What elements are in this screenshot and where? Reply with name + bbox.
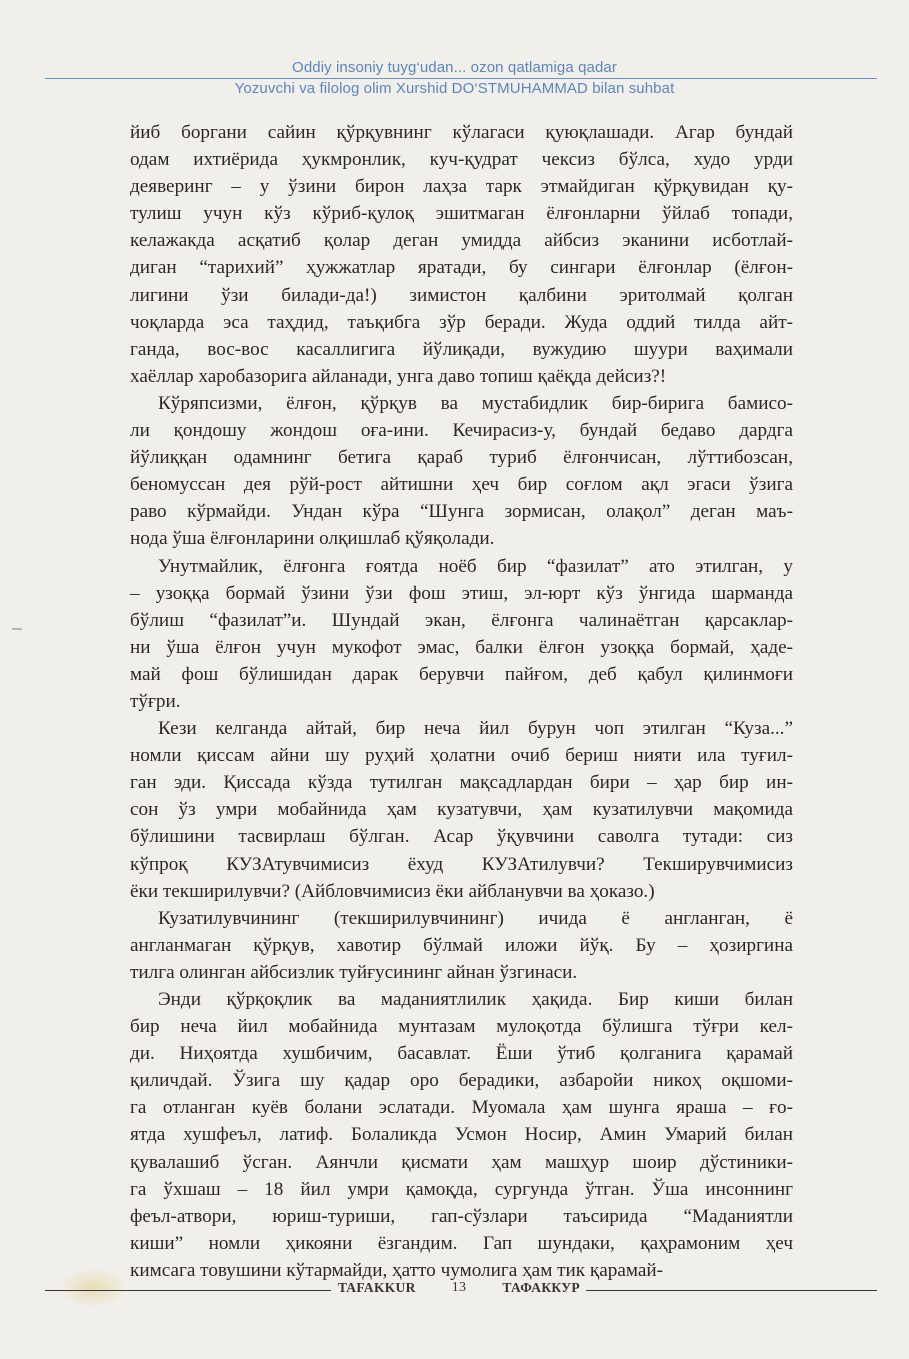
text-line: тилга олинган айбсизлик туйғусининг айнан ўзгинаси.: [130, 961, 578, 983]
paragraph: [130, 553, 793, 716]
text-line: лигини ўзи билади-да!) зимистон қалбини эритолмай қолган: [130, 284, 793, 306]
paragraph: [130, 119, 793, 390]
text-line: га отланган куёв болани эслатади. Муомала ҳам шунга яраша – ғо-: [130, 1097, 793, 1119]
text-line: ятда хушфеъл, латиф. Болаликда Усмон Носир, Амин Умарий билан: [130, 1124, 793, 1146]
footer-rule-left: [45, 1290, 331, 1291]
text-line: тўғри.: [130, 690, 181, 712]
text-line: бир неча йил мобайнида мунтазам мулоқотда бўлишга тўғри кел-: [130, 1016, 793, 1038]
text-line: англанмаган қўрқув, хавотир бўлмай иложи йўқ. Бу – ҳозиргина: [130, 934, 793, 956]
running-footer: [0, 1278, 909, 1302]
text-line: нода ўша ёлғонларини олқишлаб қўяқолади.: [130, 528, 495, 550]
text-line: йиб боргани сайин қўрқувнинг кўлагаси қуюқлашади. Агар бундай: [130, 122, 793, 143]
text-line: чоқларда эса таҳдид, таъқибга зўр беради. Жуда оддий тилда айт-: [130, 311, 793, 333]
text-line: май фош бўлишидан дарак берувчи пайғом, деб қабул қилинмоғи: [130, 663, 793, 685]
footer-journal-latin: TAFAKKUR: [338, 1280, 416, 1295]
edge-mark: [12, 628, 22, 630]
text-line: диган “тарихий” ҳужжатлар яратади, бу сингари ёлғонлар (ёлғон-: [130, 257, 793, 279]
text-line: Кези келганда айтай, бир неча йил бурун чоп этилган “Куза...”: [158, 718, 793, 740]
paragraph: [130, 986, 793, 1284]
text-line: номли қиссам айни шу руҳий ҳолатни очиб бериш нияти ила туғил-: [130, 745, 793, 767]
footer-rule-right: [586, 1290, 877, 1291]
text-line: ни ўша ёлғон учун мукофот эмас, балки ёлғон узоққа бормай, ҳаде-: [130, 636, 793, 658]
paragraph: [130, 390, 793, 553]
text-line: қиличдай. Ўзига шу қадар оро берадики, азбаройи никоҳ оқшоми-: [130, 1070, 793, 1092]
text-line: деяверинг – у ўзини бирон лаҳза тарк этмайдиган қўрқувидан қу-: [130, 176, 793, 198]
paragraph: [130, 905, 793, 986]
text-line: ёки текширилувчи? (Айбловчимисиз ёки айбланувчи ва ҳоказо.): [130, 880, 655, 902]
header-rule: [45, 78, 877, 79]
text-line: Кузатилувчининг (текширилувчининг) ичида ё англанган, ё: [158, 907, 793, 929]
text-line: ди. Ниҳоятда хушбичим, басавлат. Ёши ўтиб қолганига қарамай: [130, 1043, 793, 1065]
text-line: – узоққа бормай ўзини ўзи фош этиш, эл-юрт кўз ўнгида шарманда: [130, 582, 793, 604]
text-line: қувалашиб ўсган. Аянчли қисмати ҳам машҳур шоир дўстиники-: [130, 1151, 793, 1173]
text-line: бўлишини тасвирлаш бўлган. Асар ўқувчини саволга тутади: сиз: [130, 826, 793, 848]
page-number: 13: [451, 1280, 467, 1295]
text-line: сон ўз умри мобайнида ҳам кузатувчи, ҳам кузатилувчи мақомида: [130, 799, 793, 821]
text-line: тулиш учун кўз кўриб-қулоқ эшитмаган ёлғонларни ўйлаб топади,: [130, 203, 793, 225]
text-line: беномуссан дея рўй-рост айтишни ҳеч бир соғлом ақл эгаси ўзига: [130, 474, 793, 496]
text-line: феъл-атвори, юриш-туриши, гап-сўзлари таъсирида “Маданиятли: [130, 1205, 793, 1227]
header-subtitle: Yozuvchi va filolog olim Xurshid DO‘STMUHAMMAD bilan suhbat: [234, 80, 675, 97]
text-line: ганда, вос-вос касаллигига йўлиқади, вужудию шуури ваҳимали: [130, 338, 793, 360]
text-line: йўлиққан одамнинг бетига қараб туриб ёлғончисан, лўттибозсан,: [130, 447, 793, 469]
text-line: кимсага товушини кўтармайди, ҳатто чумолига ҳам тик қарамай-: [130, 1259, 664, 1281]
text-line: киши” номли ҳикояни ёзгандим. Гап шундаки, қаҳрамоним ҳеч: [130, 1232, 793, 1254]
header-title: Oddiy insoniy tuyg‘udan... ozon qatlamiga qadar: [292, 59, 617, 76]
footer-journal-cyrillic: ТАФАККУР: [502, 1280, 580, 1295]
text-line: раво кўрмайди. Ундан кўра “Шунга зормисан, олақол” деган маъ-: [130, 501, 793, 523]
text-line: Энди қўрқоқлик ва маданиятлилик ҳақида. Бир киши билан: [158, 989, 793, 1010]
running-header: [0, 58, 909, 102]
text-line: ли қондошу жондош оға-ини. Кечирасиз-у, бундай бедаво дардга: [130, 420, 793, 442]
text-line: кўпроқ КУЗАтувчимисиз ёхуд КУЗАтилувчи? Текширувчимисиз: [130, 853, 793, 875]
paragraph: [130, 715, 793, 905]
text-line: ган эди. Қиссада кўзда тутилган мақсадлардан бири – ҳар бир ин-: [130, 772, 793, 794]
text-line: одам ихтиёрида ҳукмронлик, куч-қудрат чексиз бўлса, худо урди: [130, 149, 793, 171]
footer-text: [338, 1280, 580, 1296]
text-line: хаёллар харобазорига айланади, унга даво топиш қаёқда дейсиз?!: [130, 365, 667, 387]
body-text: [130, 119, 793, 1284]
text-line: келажакда асқатиб қолар деган умидда айбсиз эканини исботлай-: [130, 230, 793, 252]
text-line: Кўряпсизми, ёлғон, қўрқув ва мустабидлик бир-бирига бамисо-: [158, 392, 793, 414]
text-line: га ўхшаш – 18 йил умри қамоқда, сургунда ўтган. Ўша инсоннинг: [130, 1178, 793, 1200]
text-line: бўлиш “фазилат”и. Шундай экан, ёлғонга чалинаётган қарсаклар-: [130, 609, 793, 631]
text-line: Унутмайлик, ёлғонга ғоятда ноёб бир “фазилат” ато этилган, у: [158, 555, 793, 577]
